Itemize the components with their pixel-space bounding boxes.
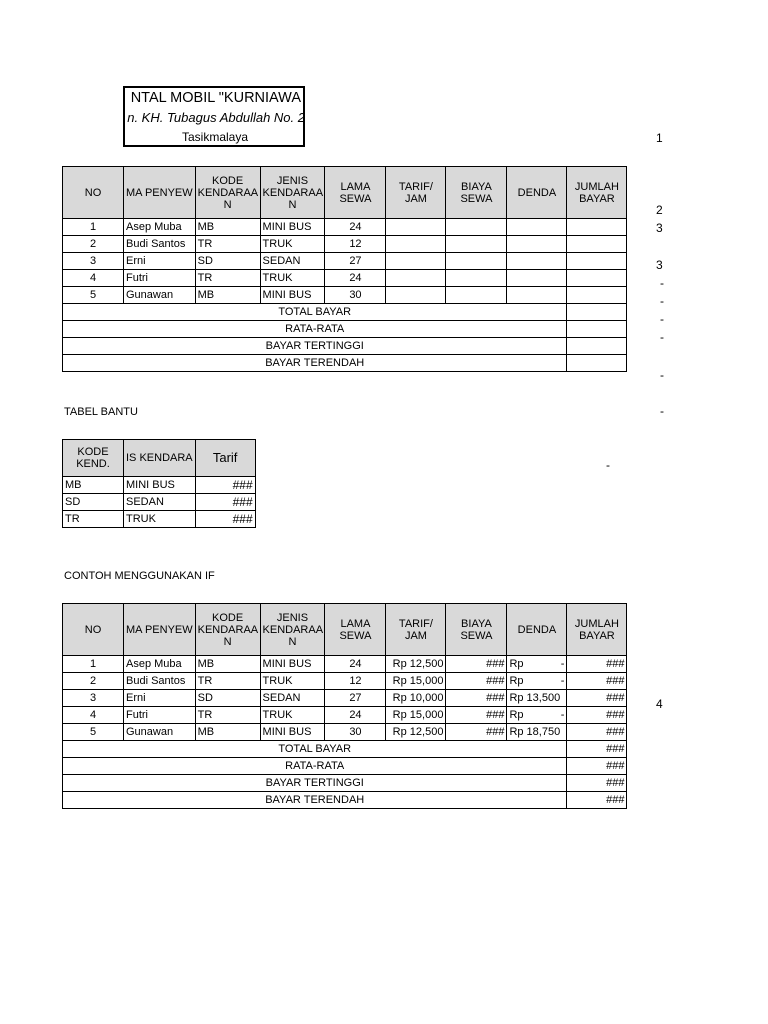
- side-value-7: -: [660, 312, 664, 326]
- cell-biaya: ###: [446, 690, 507, 707]
- cell-no: 5: [63, 724, 124, 741]
- summary-row-total: [63, 741, 627, 758]
- cell-tarif: [386, 253, 446, 270]
- title-line1: NTAL MOBIL "KURNIAWA: [130, 90, 301, 106]
- table-row: [63, 236, 627, 253]
- cell-kode: TR: [195, 236, 260, 253]
- cell-tarif: Rp 15,000: [386, 673, 446, 690]
- col-denda: DENDA: [507, 604, 567, 656]
- cell-tarif: ###: [195, 511, 255, 528]
- col-jumlah: JUMLAH BAYAR: [567, 604, 627, 656]
- table-row: [63, 724, 627, 741]
- rental-table: [62, 166, 627, 372]
- cell-lama: 27: [325, 690, 386, 707]
- summary-row-max: [63, 775, 627, 792]
- cell-jumlah: [567, 236, 627, 253]
- cell-jenis: MINI BUS: [260, 219, 325, 236]
- summary-row-average: [63, 321, 627, 338]
- summary-value: ###: [567, 775, 627, 792]
- cell-biaya: [446, 253, 507, 270]
- cell-tarif: ###: [195, 494, 255, 511]
- cell-kode: MB: [195, 724, 260, 741]
- table-row: [63, 219, 627, 236]
- cell-kode: MB: [195, 287, 260, 304]
- col-tarif: TARIF/ JAM: [386, 167, 446, 219]
- side-value-8: -: [660, 330, 664, 344]
- title-line2: n. KH. Tubagus Abdullah No. 2: [127, 110, 305, 125]
- cell-denda: [507, 219, 567, 236]
- cell-nama: Erni: [124, 690, 196, 707]
- side-value-4: 3: [656, 258, 663, 272]
- summary-row-min: [63, 792, 627, 809]
- summary-label: BAYAR TERTINGGI: [63, 775, 567, 792]
- cell-nama: Erni: [124, 253, 196, 270]
- col-denda: DENDA: [507, 167, 567, 219]
- summary-label: RATA-RATA: [63, 321, 567, 338]
- cell-biaya: [446, 236, 507, 253]
- cell-no: 2: [63, 236, 124, 253]
- cell-jumlah: ###: [567, 724, 627, 741]
- col-kode-kend: KODE KEND.: [63, 440, 124, 477]
- summary-value: [567, 355, 627, 372]
- cell-nama: Asep Muba: [124, 656, 196, 673]
- cell-biaya: [446, 270, 507, 287]
- contoh-label: CONTOH MENGGUNAKAN IF: [64, 570, 215, 582]
- summary-value: [567, 321, 627, 338]
- side-value-5: -: [660, 276, 664, 290]
- denda-val: -: [560, 658, 565, 670]
- cell-lama: 30: [325, 287, 386, 304]
- cell-jumlah: ###: [567, 690, 627, 707]
- col-no: NO: [63, 604, 124, 656]
- cell-jenis: MINI BUS: [260, 287, 325, 304]
- cell-kode: MB: [63, 477, 124, 494]
- table-row: [63, 707, 627, 724]
- summary-row-total: [63, 304, 627, 321]
- cell-jenis: MINI BUS: [260, 656, 325, 673]
- denda-val: -: [560, 709, 565, 721]
- cell-lama: 24: [325, 270, 386, 287]
- col-kode: KODE KENDARAA N: [195, 604, 260, 656]
- cell-tarif: [386, 236, 446, 253]
- summary-value: ###: [567, 741, 627, 758]
- cell-jenis: TRUK: [260, 236, 325, 253]
- cell-tarif: ###: [195, 477, 255, 494]
- cell-jenis: TRUK: [124, 511, 196, 528]
- contoh-table: [62, 603, 627, 809]
- tabel-bantu: [62, 439, 256, 528]
- summary-label: BAYAR TERENDAH: [63, 792, 567, 809]
- cell-lama: 24: [325, 707, 386, 724]
- col-jenis-kend: IS KENDARA: [124, 440, 196, 477]
- side-value-10: -: [660, 404, 664, 418]
- cell-nama: Budi Santos: [124, 673, 196, 690]
- cell-kode: TR: [195, 270, 260, 287]
- cell-denda: [507, 270, 567, 287]
- cell-kode: SD: [63, 494, 124, 511]
- summary-label: BAYAR TERTINGGI: [63, 338, 567, 355]
- side-value-11: -: [606, 458, 610, 472]
- title-line3: Tasikmalaya: [181, 130, 249, 144]
- cell-denda: [507, 236, 567, 253]
- cell-kode: TR: [63, 511, 124, 528]
- cell-no: 4: [63, 270, 124, 287]
- cell-kode: TR: [195, 707, 260, 724]
- cell-tarif: Rp 12,500: [386, 724, 446, 741]
- col-no: NO: [63, 167, 124, 219]
- denda-val: -: [560, 675, 565, 687]
- cell-tarif: [386, 219, 446, 236]
- cell-jumlah: [567, 219, 627, 236]
- cell-jenis: TRUK: [260, 707, 325, 724]
- cell-nama: Futri: [124, 707, 196, 724]
- cell-jumlah: ###: [567, 656, 627, 673]
- cell-lama: 27: [325, 253, 386, 270]
- summary-row-average: [63, 758, 627, 775]
- title-box: [123, 86, 305, 147]
- tabel-bantu-label: TABEL BANTU: [64, 406, 138, 418]
- cell-denda: [507, 724, 567, 741]
- col-lama: LAMA SEWA: [325, 604, 386, 656]
- cell-kode: TR: [195, 673, 260, 690]
- table-row: [63, 690, 627, 707]
- cell-biaya: ###: [446, 673, 507, 690]
- cell-denda: [507, 253, 567, 270]
- cell-kode: SD: [195, 690, 260, 707]
- cell-lama: 12: [325, 236, 386, 253]
- cell-tarif: Rp 12,500: [386, 656, 446, 673]
- denda-rp: Rp: [509, 709, 524, 721]
- col-jenis: JENIS KENDARAA N: [260, 604, 325, 656]
- cell-denda: [507, 673, 567, 690]
- cell-denda: [507, 656, 567, 673]
- cell-jumlah: ###: [567, 707, 627, 724]
- summary-value: [567, 338, 627, 355]
- table-row: [63, 673, 627, 690]
- denda-rp: Rp 13,500: [509, 692, 561, 704]
- cell-jumlah: [567, 270, 627, 287]
- cell-nama: Gunawan: [124, 724, 196, 741]
- cell-jenis: TRUK: [260, 673, 325, 690]
- cell-jumlah: ###: [567, 673, 627, 690]
- cell-nama: Gunawan: [124, 287, 196, 304]
- table-row: [63, 270, 627, 287]
- cell-biaya: ###: [446, 707, 507, 724]
- cell-jenis: SEDAN: [124, 494, 196, 511]
- side-value-9: -: [660, 368, 664, 382]
- cell-jenis: TRUK: [260, 270, 325, 287]
- cell-no: 5: [63, 287, 124, 304]
- cell-kode: MB: [195, 219, 260, 236]
- cell-biaya: ###: [446, 656, 507, 673]
- col-biaya: BIAYA SEWA: [446, 167, 507, 219]
- table-row: [63, 287, 627, 304]
- cell-lama: 24: [325, 219, 386, 236]
- tabel-bantu-header: [63, 440, 256, 477]
- cell-denda: [507, 690, 567, 707]
- col-tarif: TARIF/ JAM: [386, 604, 446, 656]
- table-row: [63, 494, 256, 511]
- cell-jenis: MINI BUS: [260, 724, 325, 741]
- table-row: [63, 477, 256, 494]
- cell-no: 1: [63, 656, 124, 673]
- cell-tarif: [386, 270, 446, 287]
- cell-lama: 24: [325, 656, 386, 673]
- cell-jumlah: [567, 287, 627, 304]
- side-value-12: 4: [656, 697, 663, 711]
- cell-biaya: ###: [446, 724, 507, 741]
- cell-tarif: Rp 10,000: [386, 690, 446, 707]
- cell-nama: Asep Muba: [124, 219, 196, 236]
- summary-label: TOTAL BAYAR: [63, 304, 567, 321]
- col-nama: MA PENYEW: [124, 167, 196, 219]
- cell-biaya: [446, 287, 507, 304]
- summary-value: ###: [567, 792, 627, 809]
- cell-no: 3: [63, 690, 124, 707]
- denda-rp: Rp: [509, 675, 524, 687]
- cell-denda: [507, 287, 567, 304]
- cell-jenis: SEDAN: [260, 253, 325, 270]
- col-kode: KODE KENDARAA N: [195, 167, 260, 219]
- summary-value: ###: [567, 758, 627, 775]
- col-tarif: Tarif: [195, 440, 255, 477]
- summary-label: TOTAL BAYAR: [63, 741, 567, 758]
- col-jumlah: JUMLAH BAYAR: [567, 167, 627, 219]
- table-row: [63, 253, 627, 270]
- cell-lama: 30: [325, 724, 386, 741]
- summary-row-min: [63, 355, 627, 372]
- cell-no: 1: [63, 219, 124, 236]
- cell-jumlah: [567, 253, 627, 270]
- side-value-6: -: [660, 294, 664, 308]
- cell-kode: SD: [195, 253, 260, 270]
- col-lama: LAMA SEWA: [325, 167, 386, 219]
- cell-no: 4: [63, 707, 124, 724]
- table-row: [63, 656, 627, 673]
- table-row: [63, 511, 256, 528]
- cell-tarif: Rp 15,000: [386, 707, 446, 724]
- cell-biaya: [446, 219, 507, 236]
- cell-no: 3: [63, 253, 124, 270]
- cell-nama: Budi Santos: [124, 236, 196, 253]
- table-header: [63, 167, 627, 219]
- summary-label: BAYAR TERENDAH: [63, 355, 567, 372]
- col-biaya: BIAYA SEWA: [446, 604, 507, 656]
- col-nama: MA PENYEW: [124, 604, 196, 656]
- cell-jenis: MINI BUS: [124, 477, 196, 494]
- side-value-2: 2: [656, 203, 663, 217]
- cell-nama: Futri: [124, 270, 196, 287]
- summary-row-max: [63, 338, 627, 355]
- side-value-3: 3: [656, 221, 663, 235]
- cell-tarif: [386, 287, 446, 304]
- denda-rp: Rp: [509, 658, 524, 670]
- cell-no: 2: [63, 673, 124, 690]
- side-value-1: 1: [656, 131, 663, 145]
- cell-kode: MB: [195, 656, 260, 673]
- cell-denda: [507, 707, 567, 724]
- col-jenis: JENIS KENDARAA N: [260, 167, 325, 219]
- summary-value: [567, 304, 627, 321]
- table-header: [63, 604, 627, 656]
- cell-jenis: SEDAN: [260, 690, 325, 707]
- summary-label: RATA-RATA: [63, 758, 567, 775]
- denda-rp: Rp 18,750: [509, 726, 561, 738]
- cell-lama: 12: [325, 673, 386, 690]
